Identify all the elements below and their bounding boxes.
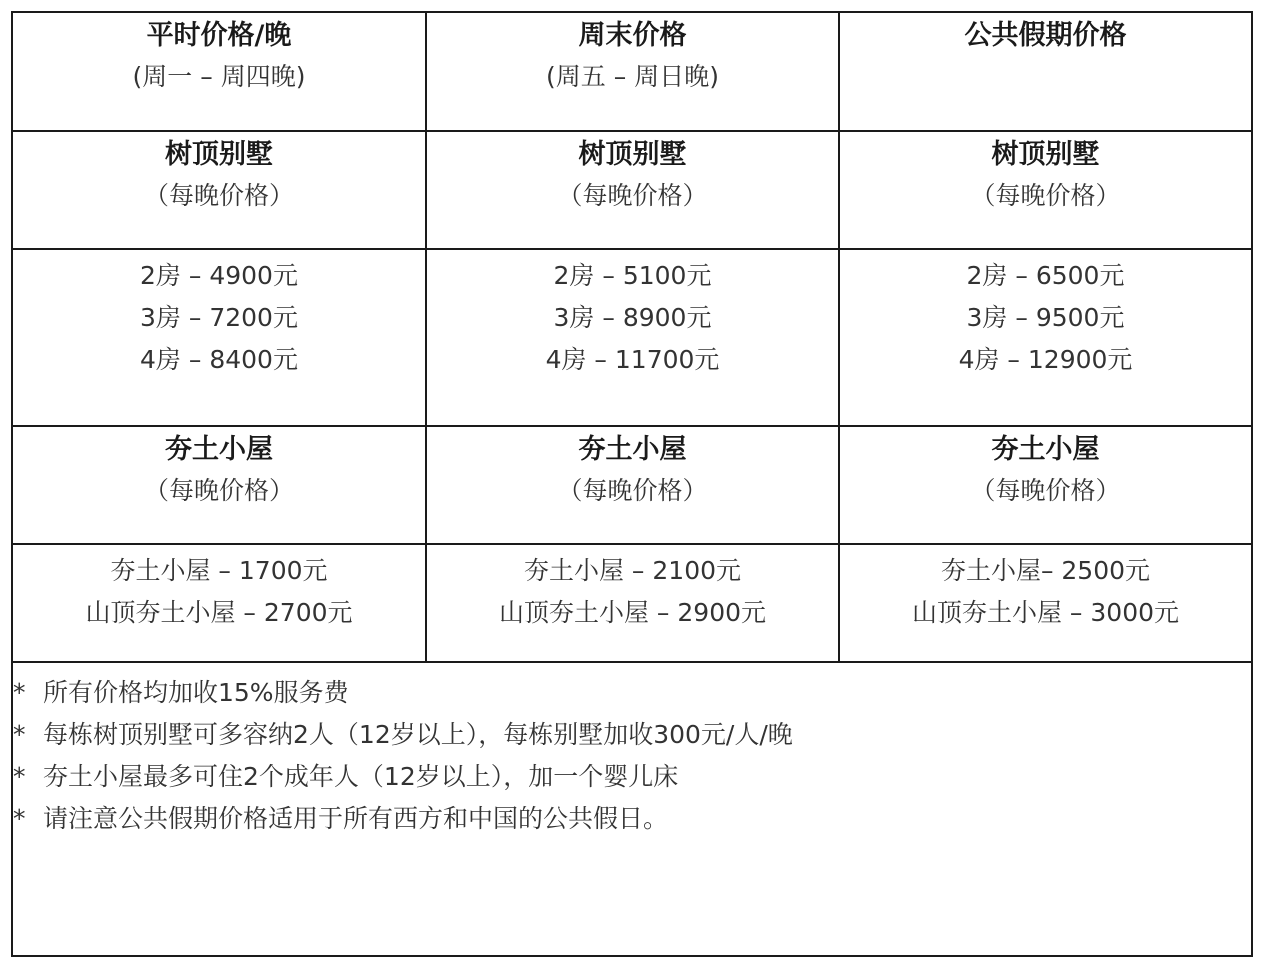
header-row — [13, 13, 1251, 131]
cabin-title: 夯土小屋 — [578, 434, 687, 465]
note-text: 所有价格均加收15%服务费 — [43, 678, 349, 707]
villa-subtitle: （每晚价格） — [557, 181, 708, 210]
note-item — [13, 798, 1251, 840]
column-subtitle: (周一 – 周四晚) — [132, 62, 306, 91]
cabin-prices-cell — [839, 544, 1251, 662]
cabin-header-cell — [426, 426, 839, 544]
price-line: 山顶夯土小屋 – 2900元 — [498, 598, 767, 627]
header-cell-weekend — [426, 13, 839, 131]
cabin-prices-cell — [13, 544, 426, 662]
cabin-header-cell — [839, 426, 1251, 544]
note-item — [13, 756, 1251, 798]
price-line: 夯土小屋 – 1700元 — [110, 556, 328, 585]
bullet-asterisk: * — [13, 720, 26, 749]
villa-title: 树顶别墅 — [991, 139, 1100, 170]
villa-header-cell — [13, 131, 426, 249]
price-table — [13, 13, 1251, 663]
price-line: 夯土小屋– 2500元 — [940, 556, 1151, 585]
villa-header-cell — [426, 131, 839, 249]
price-line: 4房 – 11700元 — [545, 345, 720, 374]
bullet-asterisk: * — [13, 678, 26, 707]
cabin-subtitle: （每晚价格） — [970, 476, 1121, 505]
villa-subtitle: （每晚价格） — [970, 181, 1121, 210]
price-line: 夯土小屋 – 2100元 — [523, 556, 742, 585]
note-text: 每栋树顶别墅可多容纳2人（12岁以上），每栋别墅加收300元/人/晚 — [43, 720, 793, 749]
cabin-title: 夯土小屋 — [991, 434, 1100, 465]
column-title: 公共假期价格 — [964, 20, 1127, 51]
column-subtitle: (周五 – 周日晚) — [546, 62, 719, 91]
cabin-subtitle: （每晚价格） — [143, 476, 294, 505]
price-line: 3房 – 7200元 — [140, 303, 298, 332]
notes-section — [13, 672, 1251, 840]
cabin-header-row — [13, 426, 1251, 544]
cabin-prices-cell — [426, 544, 839, 662]
note-text: 夯土小屋最多可住2个成年人（12岁以上），加一个婴儿床 — [43, 762, 679, 791]
price-line: 山顶夯土小屋 – 3000元 — [911, 598, 1180, 627]
price-line: 2房 – 5100元 — [553, 261, 712, 290]
villa-subtitle: （每晚价格） — [143, 181, 294, 210]
villa-header-cell — [839, 131, 1251, 249]
note-item — [13, 714, 1251, 756]
villa-title: 树顶别墅 — [165, 139, 273, 170]
villa-prices-cell — [426, 249, 839, 426]
price-line: 2房 – 4900元 — [140, 261, 298, 290]
note-item — [13, 672, 1251, 714]
price-line: 4房 – 8400元 — [140, 345, 298, 374]
price-sheet — [11, 11, 1253, 957]
note-text: 请注意公共假期价格适用于所有西方和中国的公共假日。 — [43, 804, 669, 833]
cabin-subtitle: （每晚价格） — [557, 476, 708, 505]
price-line: 4房 – 12900元 — [958, 345, 1133, 374]
header-cell-weekday — [13, 13, 426, 131]
price-line: 3房 – 8900元 — [553, 303, 712, 332]
price-line: 2房 – 6500元 — [966, 261, 1125, 290]
price-line: 山顶夯土小屋 – 2700元 — [85, 598, 353, 627]
column-title: 平时价格/晚 — [146, 20, 292, 51]
villa-prices-row — [13, 249, 1251, 426]
header-cell-holiday — [839, 13, 1251, 131]
villa-prices-cell — [13, 249, 426, 426]
cabin-title: 夯土小屋 — [165, 434, 273, 465]
villa-title: 树顶别墅 — [578, 139, 687, 170]
column-title: 周末价格 — [578, 20, 687, 51]
price-line: 3房 – 9500元 — [966, 303, 1125, 332]
cabin-prices-row — [13, 544, 1251, 662]
villa-prices-cell — [839, 249, 1251, 426]
villa-header-row — [13, 131, 1251, 249]
cabin-header-cell — [13, 426, 426, 544]
bullet-asterisk: * — [13, 804, 26, 833]
bullet-asterisk: * — [13, 762, 26, 791]
